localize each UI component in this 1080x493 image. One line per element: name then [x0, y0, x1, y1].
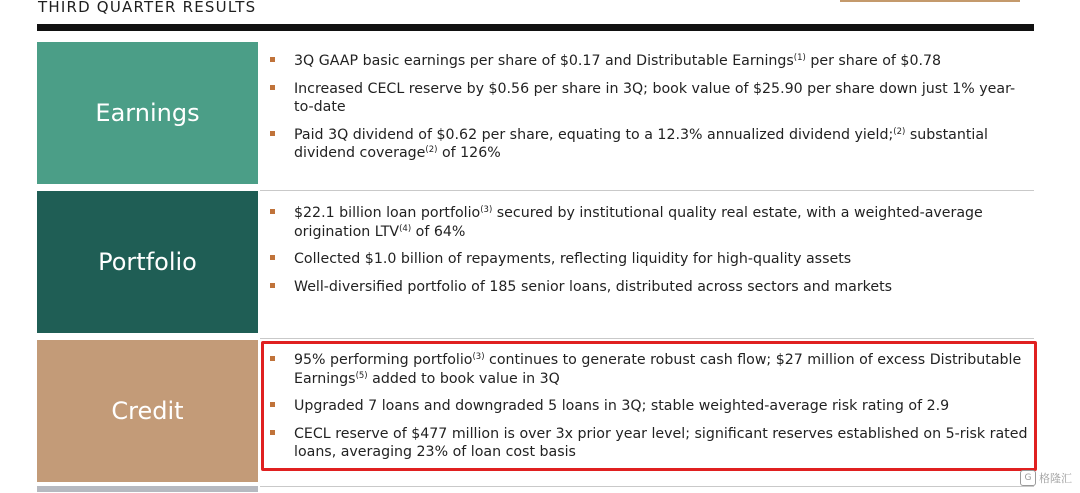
bullet-text: 3Q GAAP basic earnings per share of $0.17 and Distributable Earnings	[294, 53, 794, 69]
highlight-box	[261, 341, 1037, 471]
bullet-text: 95% performing portfolio	[294, 352, 473, 368]
bullet-item	[267, 80, 1032, 117]
section-label-credit: Credit	[37, 340, 258, 482]
footnote-ref: (4)	[399, 223, 412, 234]
section-content-portfolio	[267, 204, 1032, 346]
footnote-ref: (1)	[793, 53, 806, 63]
bullet-text: per share of $0.78	[805, 53, 942, 69]
bullet-item	[267, 52, 1032, 71]
bullet-text: Increased CECL reserve by $0.56 per share in 3Q; book value of $25.90 per share down just 1% year-to-date	[294, 80, 1016, 115]
row-divider	[260, 338, 1034, 339]
section-portfolio	[37, 191, 1034, 333]
bullet-text: continues to generate robust cash flow; $27 million of excess Distributable Earnings	[294, 352, 1022, 387]
footnote-ref: (2)	[425, 145, 438, 155]
bullet-item	[267, 126, 1032, 163]
top-accent-line	[840, 0, 1020, 2]
footnote-ref: (3)	[472, 352, 485, 362]
bullet-item	[267, 278, 1032, 297]
bullet-text: Upgraded 7 loans and downgraded 5 loans in 3Q; stable weighted-average risk rating of 2.9	[294, 398, 950, 414]
next-section-strip	[37, 486, 258, 492]
footnote-ref: (3)	[480, 205, 493, 215]
bullet-square-icon	[270, 85, 275, 90]
bullet-text: Paid 3Q dividend of $0.62 per share, equating to a 12.3% annualized dividend yield;	[294, 126, 894, 143]
bullet-square-icon	[270, 57, 275, 62]
bullet-square-icon	[270, 283, 275, 288]
bullet-text: Collected $1.0 billion of repayments, reflecting liquidity for high-quality assets	[294, 251, 852, 267]
bullet-square-icon	[270, 255, 275, 260]
section-earnings	[37, 42, 1034, 184]
row-divider	[260, 486, 1034, 487]
bullet-text: substantial dividend coverage	[294, 126, 988, 161]
watermark-text: 格隆汇	[1039, 472, 1072, 485]
footnote-ref: (5)	[355, 370, 368, 381]
bullet-text: of 126%	[437, 145, 501, 161]
page-title: THIRD QUARTER RESULTS	[38, 0, 257, 16]
section-label-portfolio: Portfolio	[37, 191, 258, 333]
watermark	[1020, 470, 1072, 486]
title-underline	[37, 24, 1034, 31]
bullet-list	[267, 52, 1032, 163]
bullet-text: $22.1 billion loan portfolio	[294, 205, 481, 221]
section-content-earnings	[267, 52, 1032, 194]
bullet-text: secured by institutional quality real estate, with a weighted-average origination LTV	[294, 205, 983, 240]
bullet-square-icon	[270, 131, 275, 136]
section-label-earnings: Earnings	[37, 42, 258, 184]
bullet-text: Well-diversified portfolio of 185 senior loans, distributed across sectors and markets	[294, 278, 893, 295]
bullet-square-icon	[270, 209, 275, 214]
watermark-logo-icon: G	[1020, 470, 1036, 486]
bullet-text: added to book value in 3Q	[367, 370, 560, 387]
bullet-item	[267, 250, 1032, 269]
bullet-text: CECL reserve of $477 million is over 3x prior year level; significant reserves established on 5-risk rated loans, averaging 23% of loan cost basis	[294, 425, 1028, 460]
bullet-list	[267, 204, 1032, 296]
footnote-ref: (2)	[893, 126, 906, 137]
bullet-item	[267, 204, 1032, 241]
bullet-text: of 64%	[411, 223, 466, 240]
